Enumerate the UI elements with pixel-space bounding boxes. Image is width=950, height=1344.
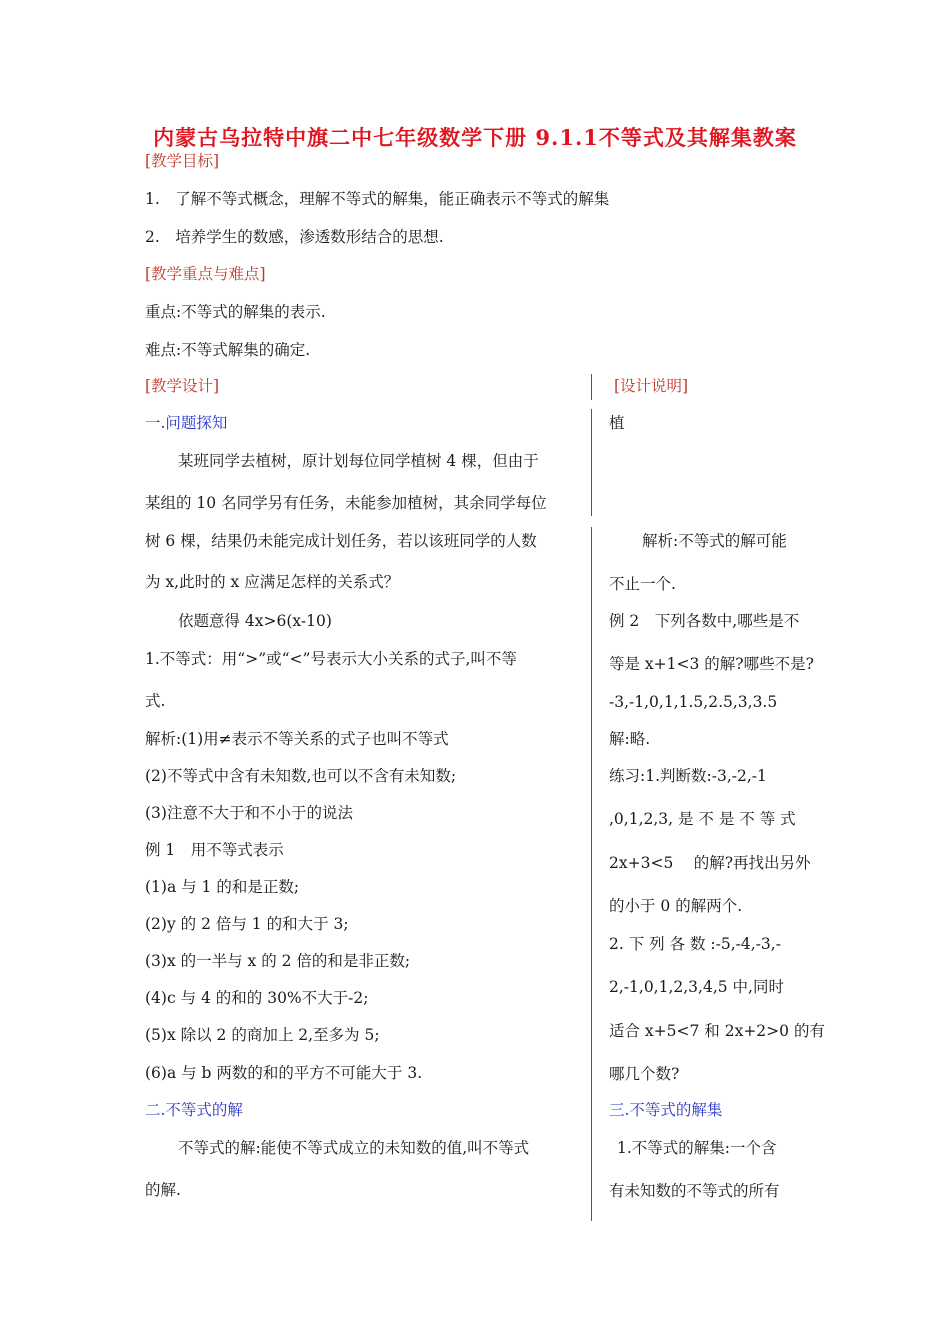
body-text: 某班同学去植树，原计划每位同学植树 4 棵，但由于 — [178, 452, 539, 470]
objective-item: 1. 了解不等式概念，理解不等式的解集，能正确表示不等式的解集 — [145, 190, 610, 208]
body-text: (1)a 与 1 的和是正数; — [145, 878, 300, 896]
note-text: 有未知数的不等式的所有 — [609, 1182, 780, 1200]
note-text: 适合 x+5<7 和 2x+2>0 的有 — [609, 1022, 825, 1040]
note-text: 不止一个. — [609, 575, 676, 593]
note-text: 2,-1,0,1,2,3,4,5 中,同时 — [609, 978, 784, 996]
note-text: 2. 下 列 各 数 :-5,-4,-3,- — [609, 935, 781, 953]
body-text: 解析:(1)用≠表示不等关系的式子也叫不等式 — [145, 730, 449, 748]
note-text: 解析:不等式的解可能 — [642, 532, 787, 550]
note-text: 的小于 0 的解两个. — [609, 897, 743, 915]
keypoints-heading: [教学重点与难点] — [145, 265, 266, 283]
body-text: (2)不等式中含有未知数,也可以不含有未知数; — [145, 767, 457, 785]
note-text: 例 2 下列各数中,哪些是不 — [609, 612, 800, 630]
design-heading: [教学设计] — [145, 377, 220, 395]
note-text: 植 — [609, 414, 625, 432]
note-text: 1.不等式的解集:一个含 — [617, 1139, 777, 1157]
body-text: 某组的 10 名同学另有任务，未能参加植树，其余同学每位 — [145, 494, 547, 512]
note-text: 练习:1.判断数:-3,-2,-1 — [609, 767, 767, 785]
keypoint-item: 难点:不等式解集的确定. — [145, 341, 311, 359]
notes-heading: [设计说明] — [614, 377, 689, 395]
body-text: (6)a 与 b 两数的和的平方不可能大于 3. — [145, 1064, 423, 1082]
note-text: -3,-1,0,1,1.5,2.5,3,3.5 — [609, 693, 778, 711]
body-text: 式. — [145, 692, 166, 710]
body-text: (5)x 除以 2 的商加上 2,至多为 5; — [145, 1026, 380, 1044]
objective-item: 2. 培养学生的数感，渗透数形结合的思想. — [145, 228, 444, 246]
body-text: 依题意得 4x>6(x-10) — [178, 612, 332, 630]
section-heading: 一.问题探知 — [145, 414, 228, 432]
body-text: (3)x 的一半与 x 的 2 倍的和是非正数; — [145, 952, 411, 970]
body-text: (3)注意不大于和不小于的说法 — [145, 804, 353, 822]
body-text: (4)c 与 4 的和的 30%不大于-2; — [145, 989, 369, 1007]
column-divider — [591, 527, 592, 1221]
note-text: 等是 x+1<3 的解?哪些不是? — [609, 655, 814, 673]
column-divider — [591, 409, 592, 516]
body-text: 例 1 用不等式表示 — [145, 841, 284, 859]
body-text: 1.不等式：用“>”或“<”号表示大小关系的式子,叫不等 — [145, 650, 517, 668]
note-text: 2x+3<5 的解?再找出另外 — [609, 854, 811, 872]
objectives-heading: [教学目标] — [145, 152, 220, 170]
body-text: 不等式的解:能使不等式成立的未知数的值,叫不等式 — [178, 1139, 530, 1157]
keypoint-item: 重点:不等式的解集的表示. — [145, 303, 326, 321]
section-heading: 二.不等式的解 — [145, 1101, 243, 1119]
body-text: (2)y 的 2 倍与 1 的和大于 3; — [145, 915, 349, 933]
column-divider — [591, 374, 592, 400]
body-text: 为 x,此时的 x 应满足怎样的关系式？ — [145, 573, 400, 591]
note-text: 哪几个数? — [609, 1065, 680, 1083]
section-heading: 三.不等式的解集 — [609, 1101, 723, 1119]
body-text: 树 6 棵，结果仍未能完成计划任务，若以该班同学的人数 — [145, 532, 537, 550]
document-title: 内蒙古乌拉特中旗二中七年级数学下册 9.1.1不等式及其解集教案 — [153, 125, 797, 150]
note-text: 解:略. — [609, 730, 651, 748]
note-text: ,0,1,2,3, 是 不 是 不 等 式 — [609, 810, 796, 828]
body-text: 的解. — [145, 1181, 181, 1199]
